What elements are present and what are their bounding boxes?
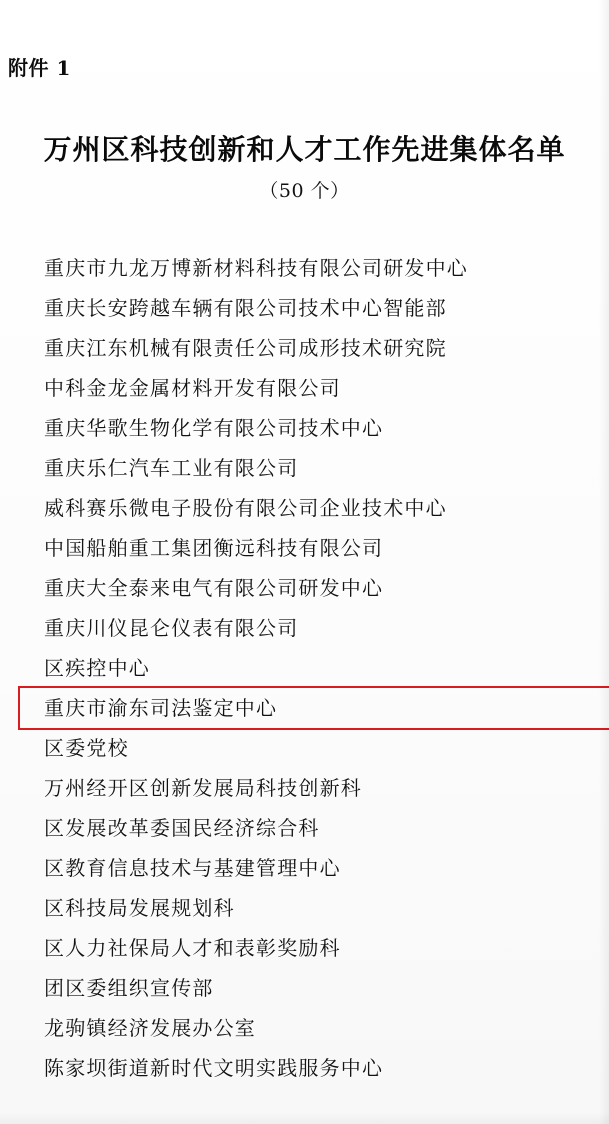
list-item: 陈家坝街道新时代文明实践服务中心 [44,1056,384,1080]
list-item: 万州经开区创新发展局科技创新科 [44,776,362,800]
list-item: 重庆乐仁汽车工业有限公司 [44,456,299,480]
list-item: 威科赛乐微电子股份有限公司企业技术中心 [44,496,447,520]
list-item: 龙驹镇经济发展办公室 [44,1016,256,1040]
page-edge-shadow-right [599,0,609,1124]
list-item: 重庆川仪昆仑仪表有限公司 [44,616,299,640]
page-edge-shadow-bottom [0,1112,609,1124]
list-item: 团区委组织宣传部 [44,976,214,1000]
attachment-label: 附件 1 [8,56,71,80]
list-item: 区委党校 [44,736,129,760]
list-item: 重庆大全泰来电气有限公司研发中心 [44,576,384,600]
page-subtitle-count: （50 个） [259,180,350,202]
list-item: 重庆华歌生物化学有限公司技术中心 [44,416,384,440]
list-item: 区人力社保局人才和表彰奖励科 [44,936,341,960]
page-title: 万州区科技创新和人才工作先进集体名单 [43,133,566,166]
list-item: 中国船舶重工集团衡远科技有限公司 [44,536,384,560]
list-item: 重庆长安跨越车辆有限公司技术中心智能部 [44,296,447,320]
list-item: 中科金龙金属材料开发有限公司 [44,376,341,400]
list-item: 重庆江东机械有限责任公司成形技术研究院 [44,336,447,360]
list-item: 区科技局发展规划科 [44,896,235,920]
list-item: 区教育信息技术与基建管理中心 [44,856,341,880]
name-list [0,248,609,1088]
list-item: 区发展改革委国民经济综合科 [44,816,320,840]
list-item: 重庆市九龙万博新材料科技有限公司研发中心 [44,256,468,280]
list-item-highlighted: 重庆市渝东司法鉴定中心 [44,696,278,720]
list-item: 区疾控中心 [44,656,150,680]
